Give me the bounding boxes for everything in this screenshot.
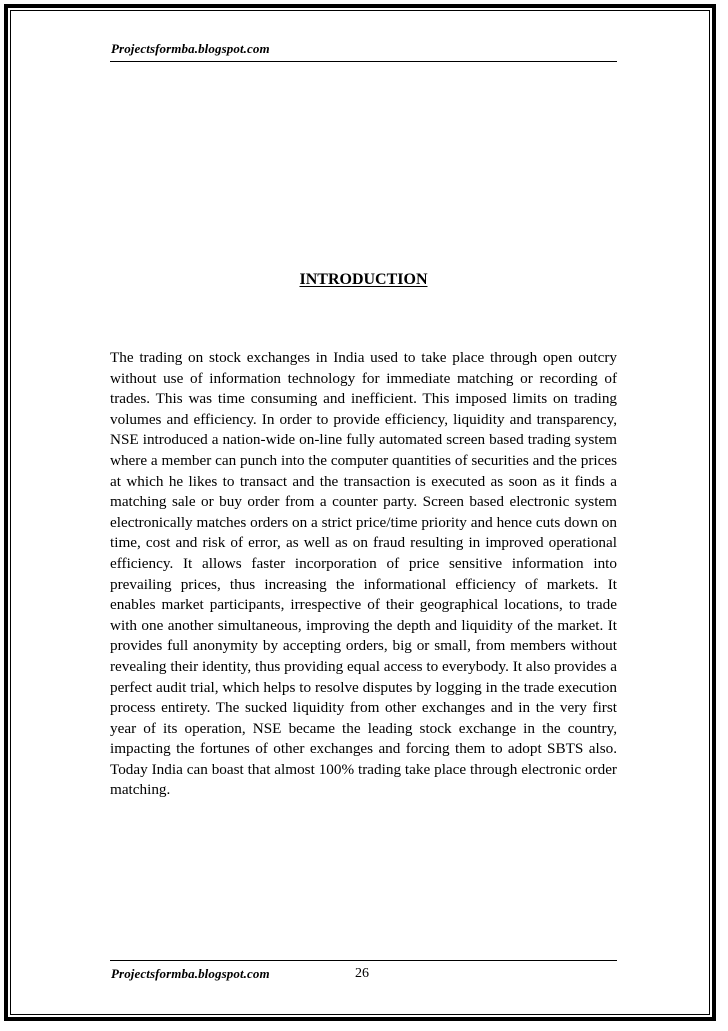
header-divider	[110, 61, 617, 62]
page-title: INTRODUCTION	[299, 271, 428, 288]
page-number: 26	[355, 966, 369, 981]
header-site-name: Projectsformba.blogspot.com	[111, 41, 270, 56]
footer-site-name: Projectsformba.blogspot.com	[111, 966, 270, 981]
body-paragraph: The trading on stock exchanges in India used to take place through open outcry without use of information technology for immediate matching or recording of trades. This was time consuming and inefficient. This imposed limits on trading volumes and efficiency. In order to provide efficiency, liquidity and transparency, NSE introduced a nation-wide on-line fully automated screen based trading system where a member can punch into the computer quantities of securities and the prices at which he likes to transact and the transaction is executed as soon as it finds a matching sale or buy order from a counter party. Screen based electronic system electronically matches orders on a strict price/time priority and hence cuts down on time, cost and risk of error, as well as on fraud resulting in improved operational efficiency. It allows faster incorporation of price sensitive information into prevailing prices, thus increasing the informational efficiency of markets. It enables market participants, irrespective of their geographical locations, to trade with one another simultaneous, improving the depth and liquidity of the market. It provides full anonymity by accepting orders, big or small, from members without revealing their identity, thus providing equal access to everybody. It also provides a perfect audit trial, which helps to resolve disputes by logging in the trade execution process entirety. The sucked liquidity from other exchanges and in the very first year of its operation, NSE became the leading stock exchange in the country, impacting the fortunes of other exchanges and forcing them to adopt SBTS also. Today India can boast that almost 100% trading take place through electronic order matching.	[110, 349, 617, 799]
footer-divider	[110, 960, 617, 961]
